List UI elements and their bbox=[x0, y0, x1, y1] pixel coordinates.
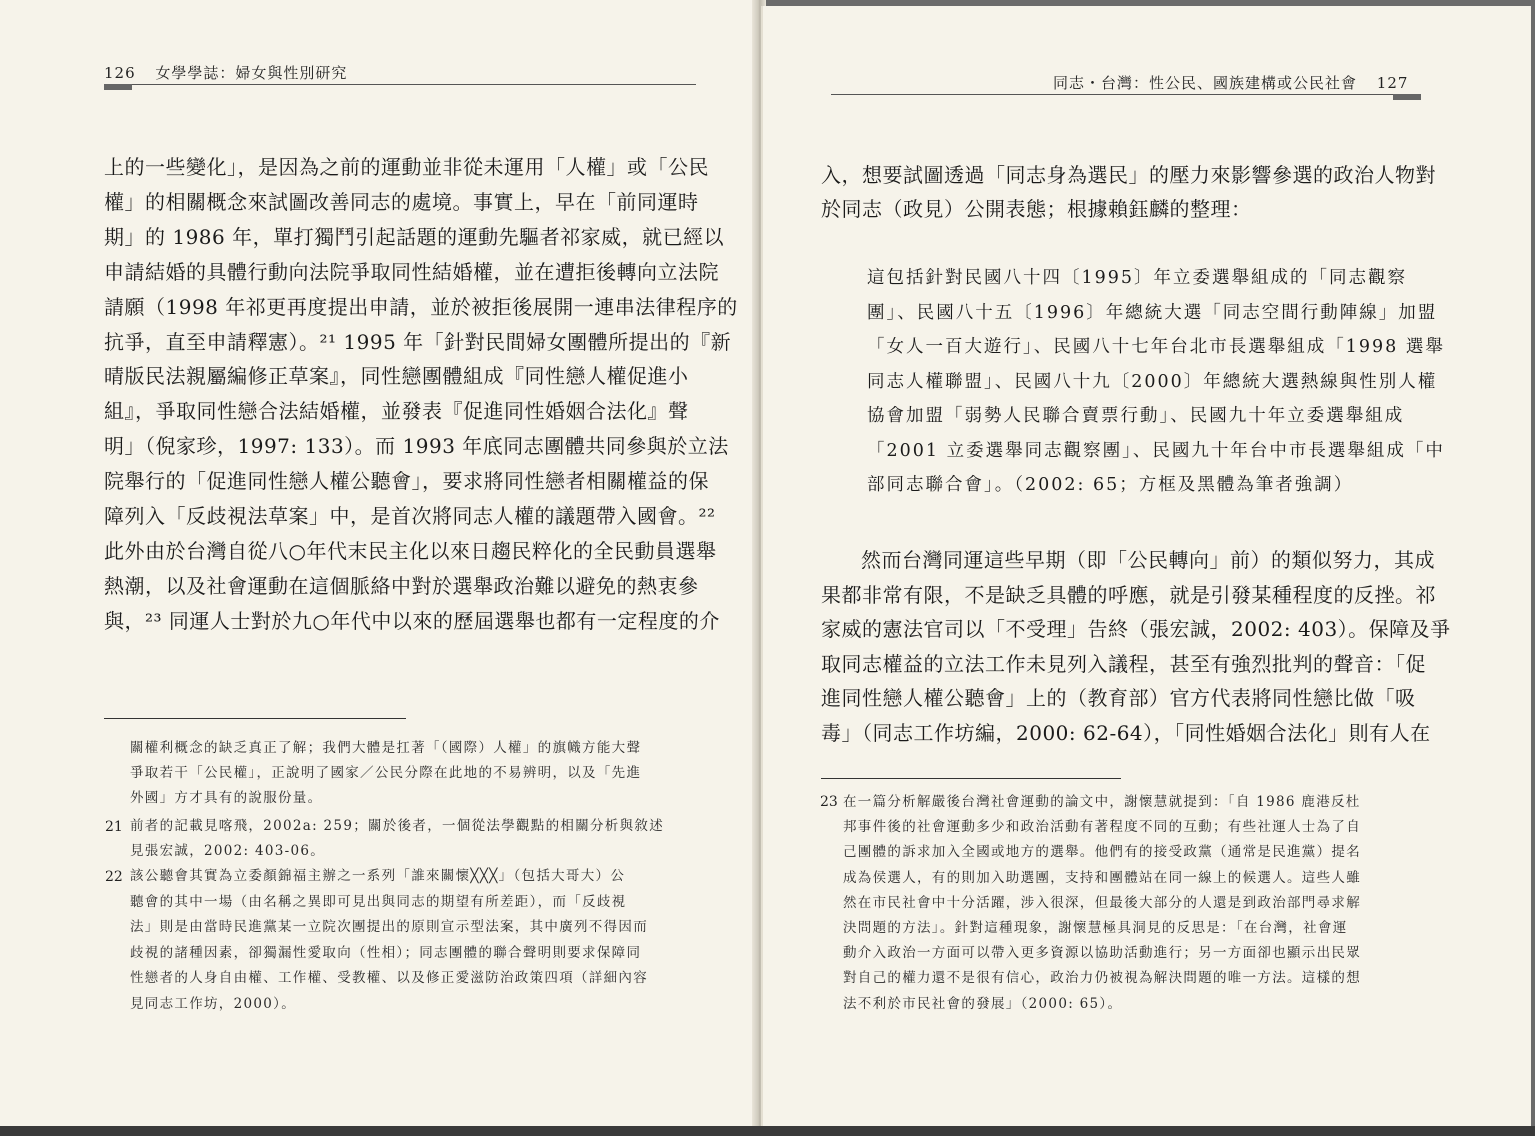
page-number: 126 bbox=[104, 64, 136, 82]
footnote-number: 22 bbox=[105, 869, 123, 885]
body-line: 明」（倪家珍，1997: 133）。而 1993 年底同志團體共同參與於立法 bbox=[104, 434, 729, 459]
quote-line: 這包括針對民國八十四〔1995〕年立委選舉組成的「同志觀察 bbox=[867, 268, 1408, 288]
footnote-line: 決問題的方法」。針對這種現象，謝懷慧極具洞見的反思是：「在台灣，社會運 bbox=[843, 920, 1348, 936]
body-line: 請願（1998 年祁更再度提出申請，並於被拒後展開一連串法律程序的 bbox=[104, 294, 738, 319]
quote-line: 「女人一百大遊行」、民國八十七年台北市長選舉組成「1998 選舉 bbox=[867, 337, 1445, 357]
body-line: 果都非常有限，不是缺乏具體的呼應，就是引發某種程度的反挫。祁 bbox=[821, 582, 1436, 607]
quote-line: 「2001 立委選舉同志觀察團」、民國九十年台中市長選舉組成「中 bbox=[867, 440, 1445, 461]
body-line: 家威的憲法官司以「不受理」告終（張宏誠，2002: 403）。保障及爭 bbox=[821, 617, 1451, 641]
body-line: 晴版民法親屬編修正草案』，同性戀團體組成『同性戀人權促進小 bbox=[104, 364, 689, 389]
footnote-line: 成為侯選人，有的則加入助選團，支持和團體站在同一線上的候選人。這些人雖 bbox=[843, 869, 1361, 886]
page-number: 127 bbox=[1376, 74, 1409, 92]
right-running-head bbox=[1053, 72, 1408, 93]
quote-line: 團」、民國八十五〔1996〕年總統大選「同志空間行動陣線」加盟 bbox=[867, 302, 1438, 323]
footnote-line: 見張宏誠，2002: 403-06。 bbox=[130, 843, 326, 859]
running-title: 女學學誌：婦女與性別研究 bbox=[155, 64, 348, 82]
footnote-line: 己團體的訴求加入全國或地方的選舉。他們有的接受政黨（通常是民進黨）提名 bbox=[843, 844, 1361, 861]
body-line: 毒」（同志工作坊編，2000: 62-64），「同性婚姻合法化」則有人在 bbox=[821, 720, 1431, 745]
footnote-line: 關權利概念的缺乏真正了解；我們大體是扛著「（國際）人權」的旗幟方能大聲 bbox=[130, 740, 642, 756]
page-edge bbox=[0, 1126, 1535, 1136]
body-line: 障列入「反歧視法草案」中，是首次將同志人權的議題帶入國會。²² bbox=[104, 504, 716, 528]
quote-line: 協會加盟「弱勢人民聯合賣票行動」、民國九十年立委選舉組成 bbox=[867, 406, 1405, 426]
footnote-line: 動介入政治一方面可以帶入更多資源以協助活動進行；另一方面卻也顯示出民眾 bbox=[843, 945, 1361, 962]
body-line: 此外由於台灣自從八○年代末民主化以來日趨民粹化的全民動員選舉 bbox=[104, 538, 717, 563]
footnote-rule bbox=[104, 718, 406, 719]
footnote-line: 性戀者的人身自由權、工作權、受教權、以及修正愛滋防治政策四項（詳細內容 bbox=[130, 970, 648, 986]
body-line: 期」的 1986 年，單打獨鬥引起話題的運動先驅者祁家威，就已經以 bbox=[104, 224, 725, 249]
body-line: 熱潮，以及社會運動在這個脈絡中對於選舉政治難以避免的熱衷參 bbox=[104, 573, 699, 598]
footnote-rule bbox=[821, 778, 1121, 779]
header-tab bbox=[104, 84, 132, 90]
body-line: 組』，爭取同性戀合法結婚權，並發表『促進同性婚姻合法化』聲 bbox=[104, 399, 689, 424]
footnote-line: 爭取若干「公民權」，正說明了國家／公民分際在此地的不易辨明，以及「先進 bbox=[130, 765, 642, 781]
footnote-line: 外國」方才具有的說服份量。 bbox=[130, 790, 323, 806]
body-line: 然而台灣同運這些早期（即「公民轉向」前）的類似努力，其成 bbox=[861, 548, 1435, 572]
body-line: 申請結婚的具體行動向法院爭取同性結婚權，並在遭拒後轉向立法院 bbox=[104, 259, 719, 284]
body-line: 入，想要試圖透過「同志身為選民」的壓力來影響參選的政治人物對 bbox=[821, 163, 1436, 187]
footnote-number: 21 bbox=[105, 819, 123, 835]
body-line: 院舉行的「促進同性戀人權公聽會」，要求將同性戀者相關權益的保 bbox=[104, 469, 709, 494]
footnote-line: 法」則是由當時民進黨某一立院次團提出的原則宣示型法案，其中廣列不得因而 bbox=[130, 919, 648, 935]
footnote-line: 在一篇分析解嚴後台灣社會運動的論文中，謝懷慧就提到：「自 1986 鹿港反杜 bbox=[843, 794, 1361, 810]
quote-line: 同志人權聯盟」、民國八十九〔2000〕年總統大選熱線與性別人權 bbox=[867, 371, 1438, 392]
header-tab bbox=[1393, 94, 1421, 100]
left-running-head bbox=[104, 62, 347, 83]
footnote-line: 聽會的其中一場（由名稱之異即可見出與同志的期望有所差距），而「反歧視 bbox=[130, 893, 627, 910]
body-line: 權」的相關概念來試圖改善同志的處境。事實上，早在「前同運時 bbox=[104, 189, 699, 214]
body-line: 抗爭，直至申請釋憲）。²¹ 1995 年「針對民間婦女團體所提出的『新 bbox=[104, 329, 732, 354]
running-title: 同志・台灣：性公民、國族建構或公民社會 bbox=[1053, 74, 1358, 92]
body-line: 於同志（政見）公開表態；根據賴鈺麟的整理： bbox=[821, 197, 1252, 221]
footnote-line: 見同志工作坊，2000）。 bbox=[130, 995, 297, 1012]
left-page bbox=[0, 0, 759, 1126]
header-rule bbox=[831, 94, 1421, 95]
footnote-line: 該公聽會其實為立委顏錦福主辦之一系列「誰來關懷╳╳╳」（包括大哥大）公 bbox=[130, 868, 626, 884]
footnote-line: 對自己的權力還不是很有信心，政治力仍被視為解決問題的唯一方法。這樣的想 bbox=[843, 970, 1361, 987]
body-line: 上的一些變化」，是因為之前的運動並非從未運用「人權」或「公民 bbox=[104, 155, 709, 179]
body-line: 進同性戀人權公聽會」上的（教育部）官方代表將同性戀比做「吸 bbox=[821, 686, 1416, 710]
footnote-number: 23 bbox=[820, 794, 838, 810]
footnote-line: 法不利於市民社會的發展」（2000: 65）。 bbox=[843, 995, 1123, 1012]
header-rule bbox=[104, 84, 696, 85]
footnote-line: 邦事件後的社會運動多少和政治活動有著程度不同的互動；有些社運人士為了自 bbox=[843, 819, 1361, 836]
right-page bbox=[761, 6, 1531, 1126]
footnote-line: 然在市民社會中十分活躍，涉入很深，但最後大部分的人還是到政治部門尋求解 bbox=[843, 894, 1361, 911]
footnote-line: 前者的記載見喀飛，2002a: 259；關於後者，一個從法學觀點的相關分析與敘述 bbox=[130, 818, 665, 834]
body-line: 取同志權益的立法工作未見列入議程，甚至有強烈批判的聲音：「促 bbox=[821, 651, 1426, 676]
quote-line: 部同志聯合會」。（2002: 65；方框及黑體為筆者強調） bbox=[867, 475, 1354, 495]
footnote-line: 歧視的諸種因素，卻獨漏性愛取向（性相）；同志團體的聯合聲明則要求保障同 bbox=[130, 944, 642, 961]
body-line: 與，²³ 同運人士對於九○年代中以來的歷屆選舉也都有一定程度的介 bbox=[104, 608, 720, 633]
